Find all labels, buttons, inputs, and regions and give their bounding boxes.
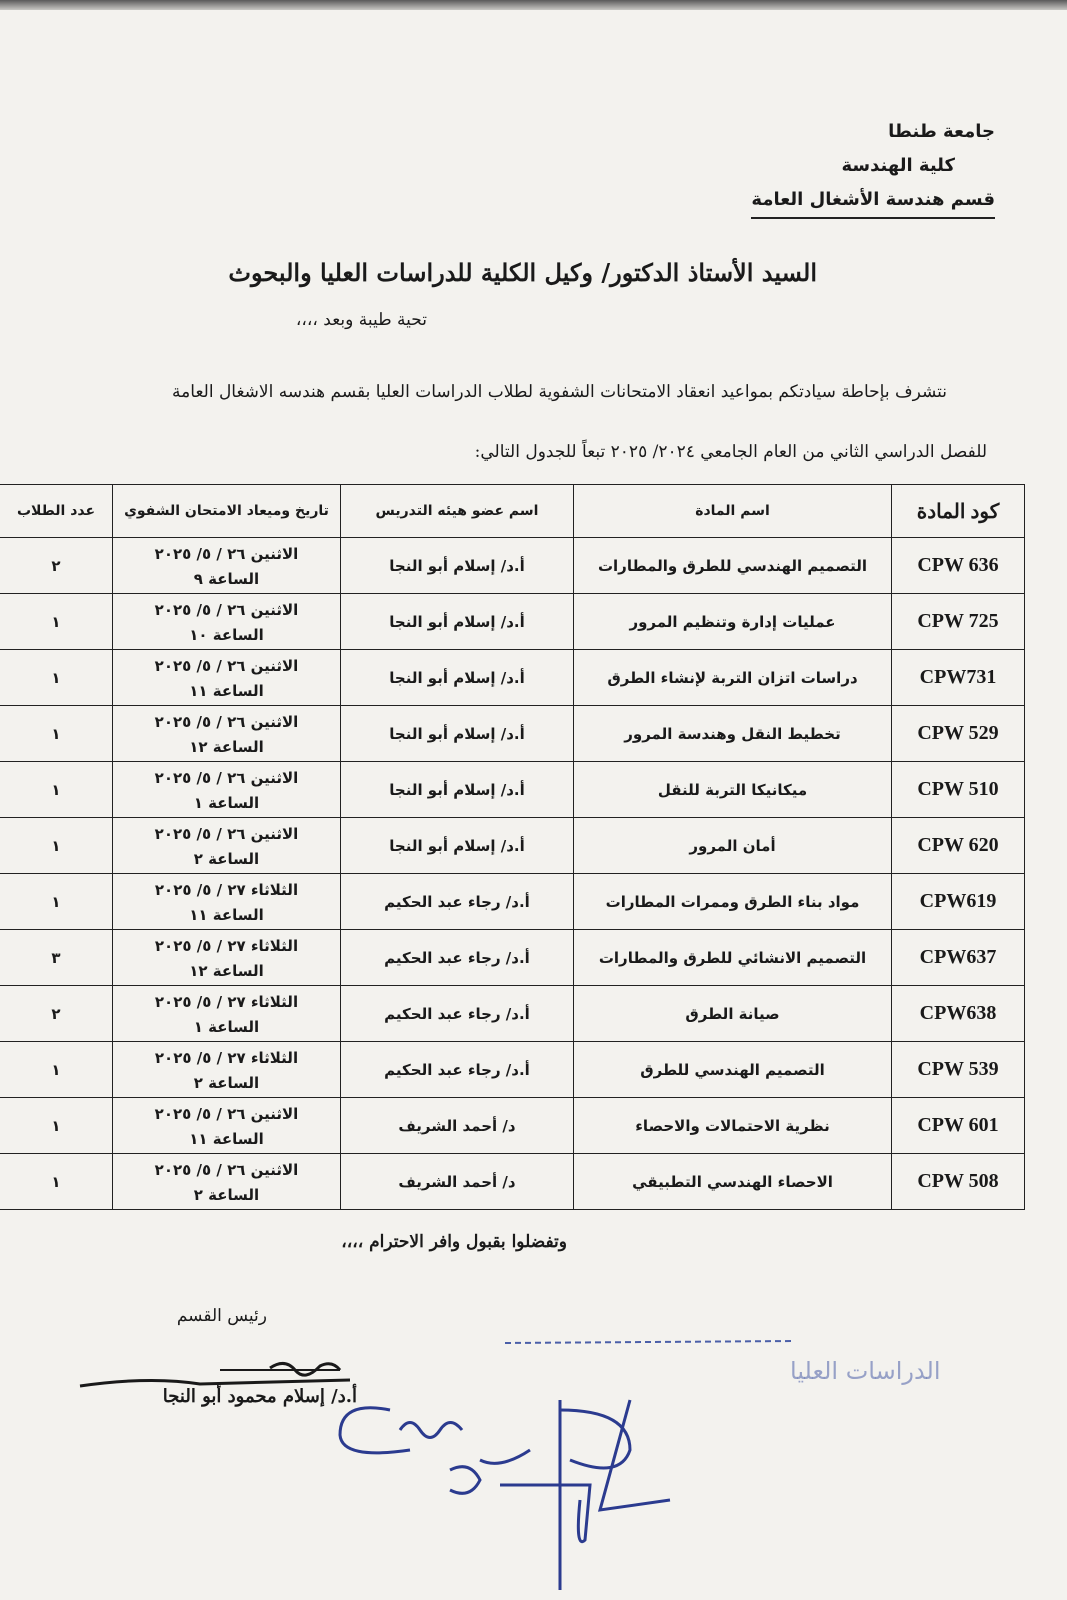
exam-date-text: الاثنين ٢٦ / ٥/ ٢٠٢٥	[154, 1104, 299, 1123]
course-name-cell: الاحصاء الهندسي التطبيقي	[574, 1154, 892, 1210]
course-code-cell: CPW637	[892, 930, 1025, 986]
teacher-cell: د/ أحمد الشريف	[341, 1098, 574, 1154]
header-course-name: اسم المادة	[574, 485, 892, 538]
faculty-name: كلية الهندسة	[841, 155, 955, 176]
course-name-cell: عمليات إدارة وتنظيم المرور	[574, 594, 892, 650]
course-name-cell: التصميم الانشائي للطرق والمطارات	[574, 930, 892, 986]
exam-time-text: الساعة ١١	[189, 681, 264, 700]
exam-date-cell	[113, 986, 341, 1042]
course-code-cell: CPW 539	[892, 1042, 1025, 1098]
table-row	[0, 818, 1025, 874]
exam-time-text: الساعة ٢	[193, 1185, 260, 1204]
exam-date-cell	[113, 594, 341, 650]
teacher-cell: أ.د/ إسلام أبو النجا	[341, 818, 574, 874]
student-count-cell: ٣	[0, 930, 113, 986]
table-row	[0, 1042, 1025, 1098]
course-name-cell: صيانة الطرق	[574, 986, 892, 1042]
exam-date-text: الثلاثاء ٢٧ / ٥/ ٢٠٢٥	[154, 936, 299, 955]
body-paragraph-line-2: للفصل الدراسي الثاني من العام الجامعي ٢٠٢٤/ ٢٠٢٥ تبعاً للجدول التالي:	[474, 442, 987, 462]
exam-date-text: الاثنين ٢٦ / ٥/ ٢٠٢٥	[154, 544, 299, 563]
course-name-cell: أمان المرور	[574, 818, 892, 874]
letter-page	[0, 10, 1067, 1599]
exam-date-text: الاثنين ٢٦ / ٥/ ٢٠٢٥	[154, 1160, 299, 1179]
table-row	[0, 650, 1025, 706]
exam-date-cell	[113, 1042, 341, 1098]
department-head-name: أ.د/ إسلام محمود أبو النجا	[162, 1386, 357, 1407]
course-name-cell: تخطيط النقل وهندسة المرور	[574, 706, 892, 762]
teacher-cell: أ.د/ رجاء عبد الحكيم	[341, 1042, 574, 1098]
course-code-cell: CPW 508	[892, 1154, 1025, 1210]
course-code-cell: CPW731	[892, 650, 1025, 706]
student-count-cell: ١	[0, 762, 113, 818]
table-row	[0, 874, 1025, 930]
table-row	[0, 706, 1025, 762]
exam-date-text: الثلاثاء ٢٧ / ٥/ ٢٠٢٥	[154, 992, 299, 1011]
teacher-cell: أ.د/ إسلام أبو النجا	[341, 538, 574, 594]
student-count-cell: ١	[0, 706, 113, 762]
table-row	[0, 1098, 1025, 1154]
exam-date-text: الاثنين ٢٦ / ٥/ ٢٠٢٥	[154, 600, 299, 619]
teacher-cell: أ.د/ إسلام أبو النجا	[341, 594, 574, 650]
exam-date-text: الاثنين ٢٦ / ٥/ ٢٠٢٥	[154, 768, 299, 787]
exam-date-cell	[113, 1098, 341, 1154]
course-code-cell: CPW 529	[892, 706, 1025, 762]
exam-date-text: الاثنين ٢٦ / ٥/ ٢٠٢٥	[154, 824, 299, 843]
exam-date-text: الثلاثاء ٢٧ / ٥/ ٢٠٢٥	[154, 1048, 299, 1067]
teacher-cell: د/ أحمد الشريف	[341, 1154, 574, 1210]
table-row	[0, 930, 1025, 986]
student-count-cell: ١	[0, 818, 113, 874]
exam-time-text: الساعة ١٢	[189, 737, 264, 756]
exam-date-cell	[113, 874, 341, 930]
course-code-cell: CPW 636	[892, 538, 1025, 594]
table-body	[0, 538, 1025, 1210]
teacher-cell: أ.د/ إسلام أبو النجا	[341, 650, 574, 706]
exam-date-cell	[113, 538, 341, 594]
student-count-cell: ١	[0, 594, 113, 650]
header-student-count: عدد الطلاب	[0, 485, 113, 538]
course-name-cell: نظرية الاحتمالات والاحصاء	[574, 1098, 892, 1154]
exam-schedule-table	[0, 484, 1025, 1210]
header-course-code: كود المادة	[892, 485, 1025, 538]
exam-date-text: الثلاثاء ٢٧ / ٥/ ٢٠٢٥	[154, 880, 299, 899]
addressee-line: السيد الأستاذ الدكتور/ وكيل الكلية للدراسات العليا والبحوث	[228, 258, 817, 287]
department-name: قسم هندسة الأشغال العامة	[751, 183, 995, 219]
header-teacher: اسم عضو هيئه التدريس	[341, 485, 574, 538]
body-paragraph-line-1: نتشرف بإحاطة سيادتكم بمواعيد انعقاد الامتحانات الشفوية لطلاب الدراسات العليا بقسم هندسه الاشغال العامة	[172, 382, 947, 402]
teacher-cell: أ.د/ رجاء عبد الحكيم	[341, 930, 574, 986]
student-count-cell: ١	[0, 1098, 113, 1154]
course-code-cell: CPW 510	[892, 762, 1025, 818]
exam-date-cell	[113, 706, 341, 762]
student-count-cell: ٢	[0, 538, 113, 594]
department-head-title: رئيس القسم	[176, 1306, 267, 1326]
course-name-cell: دراسات اتزان التربة لإنشاء الطرق	[574, 650, 892, 706]
course-code-cell: CPW638	[892, 986, 1025, 1042]
exam-date-cell	[113, 1154, 341, 1210]
exam-date-cell	[113, 930, 341, 986]
exam-time-text: الساعة ١١	[189, 1129, 264, 1148]
exam-date-text: الاثنين ٢٦ / ٥/ ٢٠٢٥	[154, 656, 299, 675]
exam-time-text: الساعة ٢	[193, 849, 260, 868]
header-exam-date: تاريخ وميعاد الامتحان الشفوي	[113, 485, 341, 538]
table-header-row	[0, 485, 1025, 538]
table-row	[0, 538, 1025, 594]
table-row	[0, 594, 1025, 650]
course-code-cell: CPW619	[892, 874, 1025, 930]
course-name-cell: ميكانيكا التربة للنقل	[574, 762, 892, 818]
exam-time-text: الساعة ١٢	[189, 961, 264, 980]
postgraduate-stamp	[500, 1335, 941, 1395]
exam-time-text: الساعة ١١	[189, 905, 264, 924]
exam-date-text: الاثنين ٢٦ / ٥/ ٢٠٢٥	[154, 712, 299, 731]
exam-time-text: الساعة ٩	[193, 569, 260, 588]
stamp-text: الدراسات العليا	[790, 1357, 941, 1385]
exam-date-cell	[113, 818, 341, 874]
greeting-line: تحية طيبة وبعد ،،،،	[295, 310, 427, 330]
table-row	[0, 762, 1025, 818]
scan-top-edge	[0, 0, 1067, 10]
student-count-cell: ١	[0, 874, 113, 930]
exam-time-text: الساعة ٢	[193, 1073, 260, 1092]
teacher-cell: أ.د/ رجاء عبد الحكيم	[341, 986, 574, 1042]
university-name: جامعة طنطا	[888, 121, 995, 142]
vice-dean-signature	[330, 1390, 690, 1600]
student-count-cell: ٢	[0, 986, 113, 1042]
exam-date-cell	[113, 650, 341, 706]
exam-time-text: الساعة ١	[193, 793, 260, 812]
exam-date-cell	[113, 762, 341, 818]
closing-line: وتفضلوا بقبول وافر الاحترام ،،،،	[341, 1232, 567, 1252]
student-count-cell: ١	[0, 1154, 113, 1210]
teacher-cell: أ.د/ رجاء عبد الحكيم	[341, 874, 574, 930]
exam-time-text: الساعة ١	[193, 1017, 260, 1036]
course-name-cell: التصميم الهندسي للطرق	[574, 1042, 892, 1098]
teacher-cell: أ.د/ إسلام أبو النجا	[341, 706, 574, 762]
student-count-cell: ١	[0, 650, 113, 706]
student-count-cell: ١	[0, 1042, 113, 1098]
course-code-cell: CPW 620	[892, 818, 1025, 874]
teacher-cell: أ.د/ إسلام أبو النجا	[341, 762, 574, 818]
letterhead	[751, 115, 995, 219]
table-row	[0, 1154, 1025, 1210]
course-code-cell: CPW 725	[892, 594, 1025, 650]
exam-time-text: الساعة ١٠	[189, 625, 264, 644]
course-name-cell: مواد بناء الطرق وممرات المطارات	[574, 874, 892, 930]
course-name-cell: التصميم الهندسي للطرق والمطارات	[574, 538, 892, 594]
course-code-cell: CPW 601	[892, 1098, 1025, 1154]
table-row	[0, 986, 1025, 1042]
